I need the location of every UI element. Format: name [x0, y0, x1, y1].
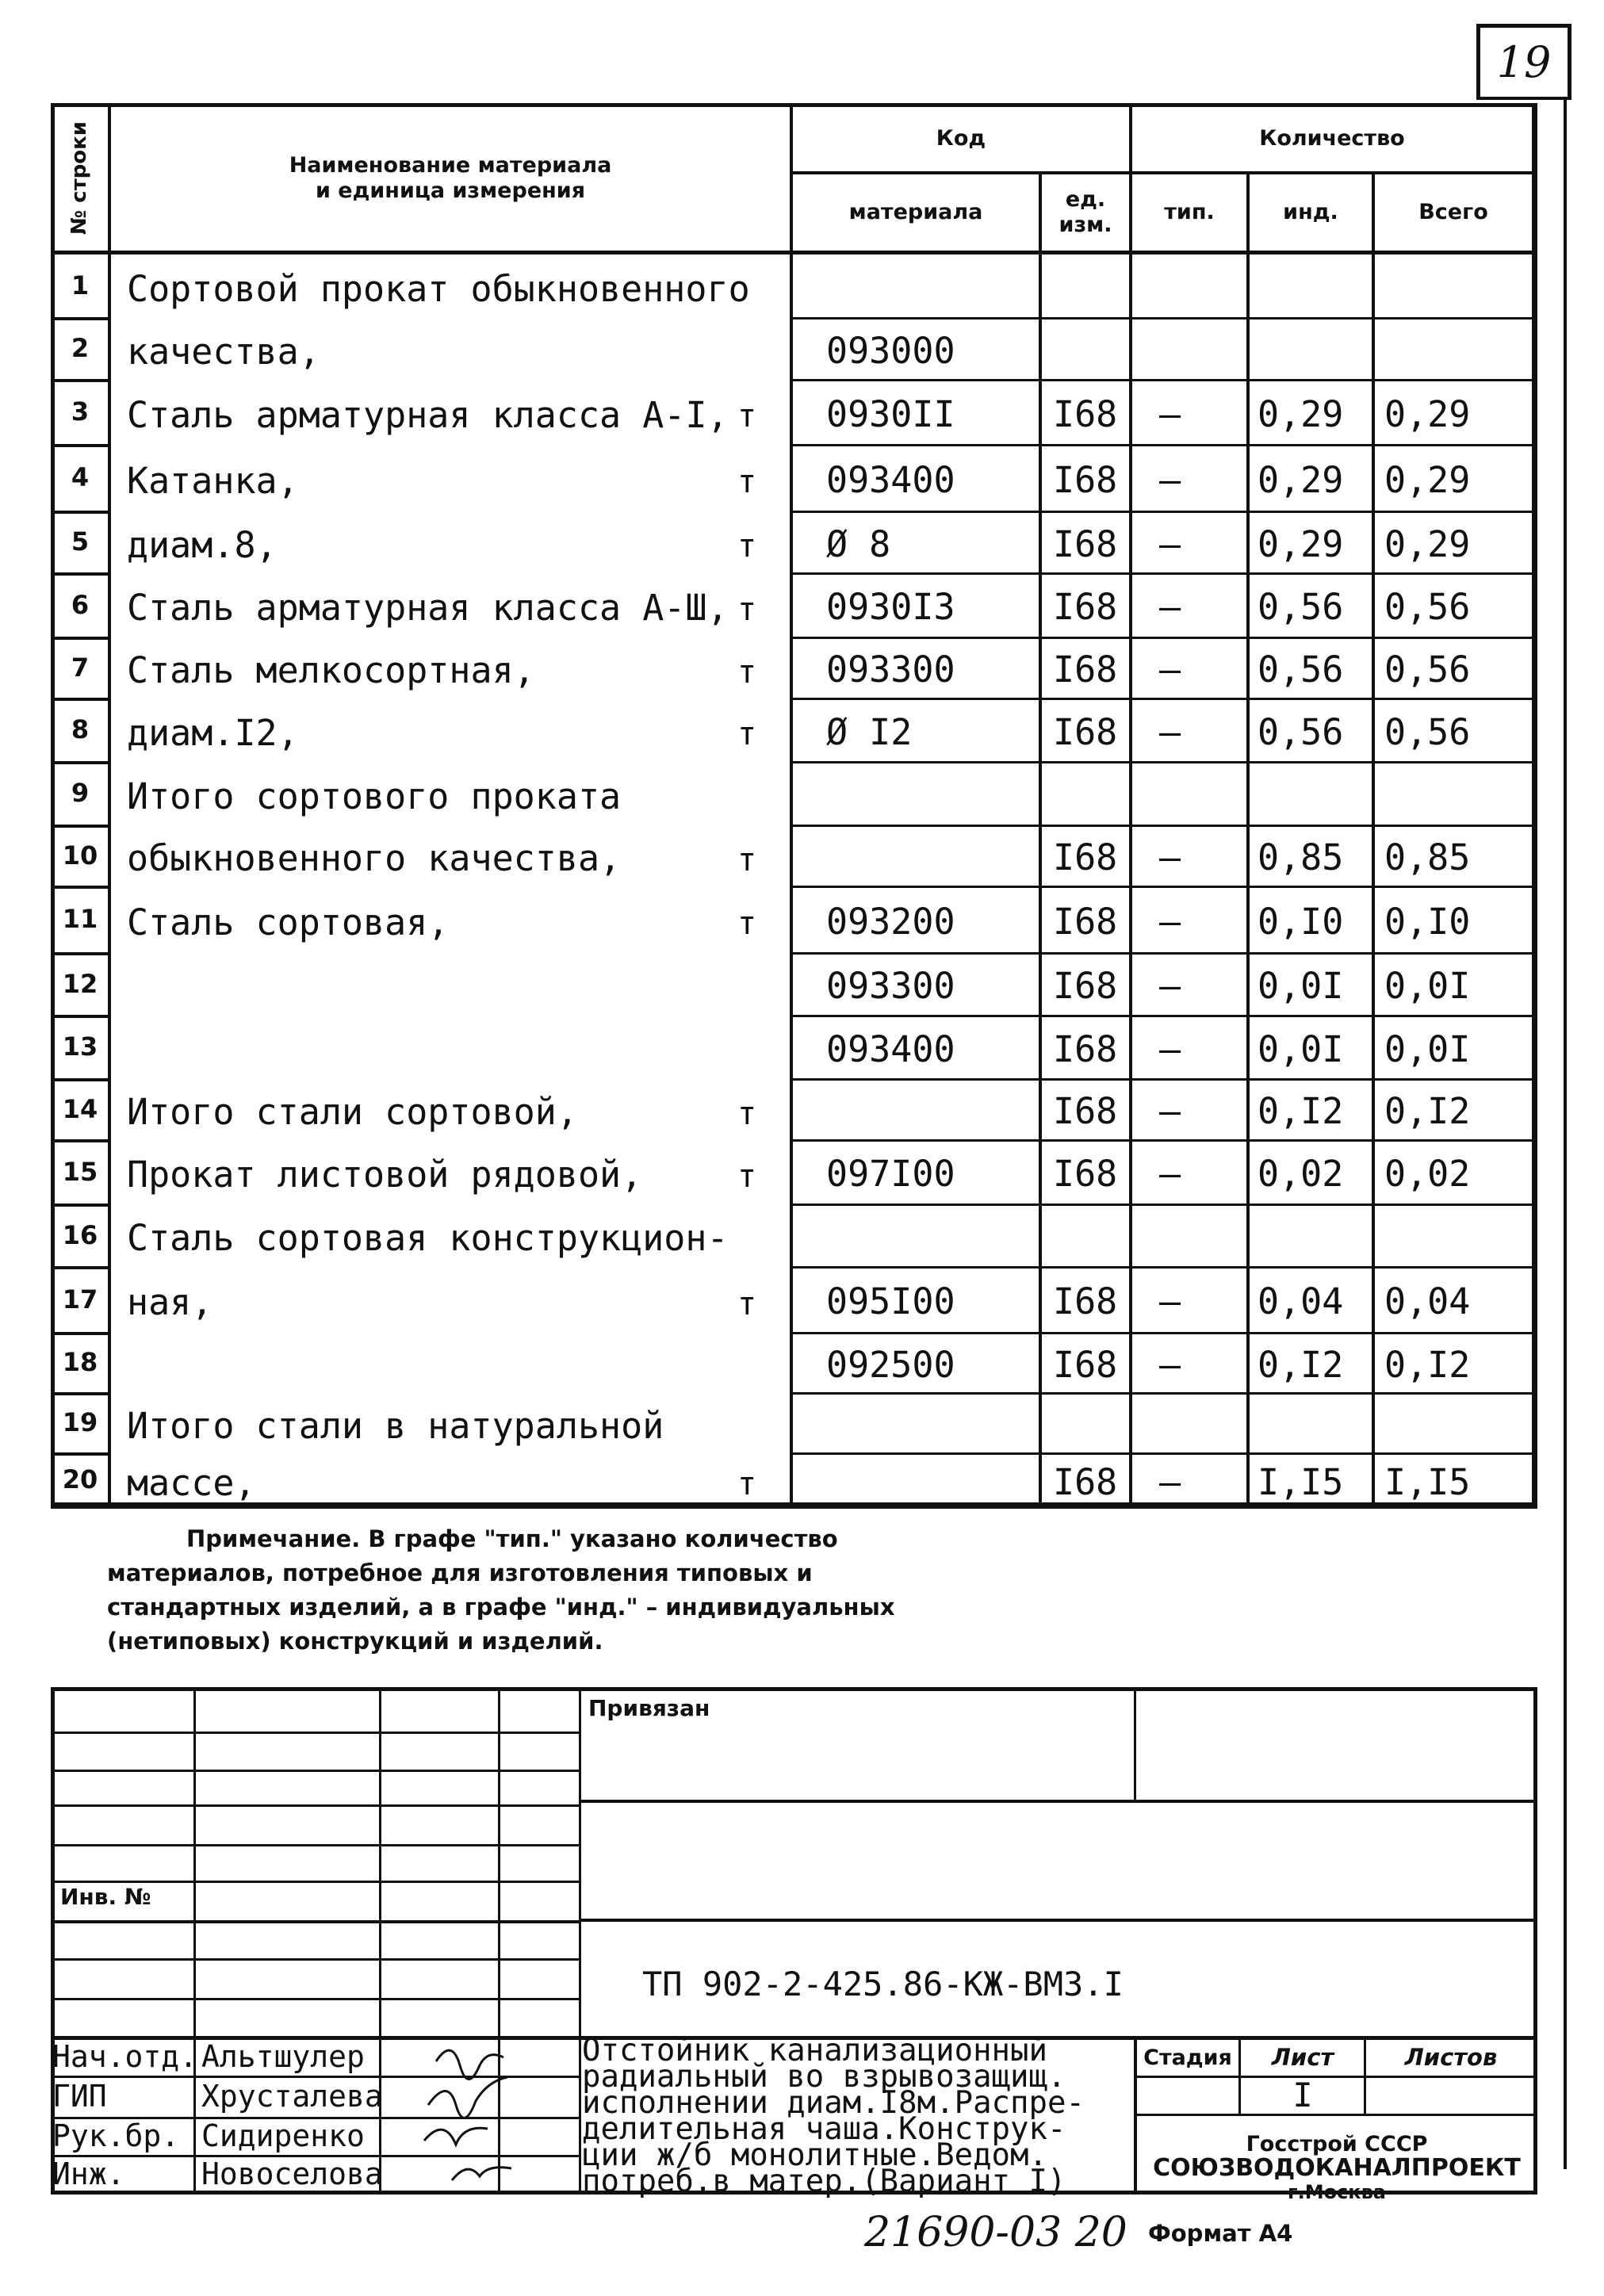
unit-of-measure: т	[737, 653, 757, 691]
sign-role: ГИП	[52, 2079, 107, 2114]
drawing-title	[582, 2033, 1132, 2199]
title-line: потреб.в матер.(Вариант I)	[582, 2164, 1066, 2199]
inv-no-label: Инв. №	[60, 1884, 151, 1910]
cell-typ: –	[1159, 1460, 1181, 1503]
row-number: 7	[71, 652, 90, 683]
unit-of-measure: т	[737, 1466, 757, 1502]
row-number: 12	[62, 968, 98, 999]
row-number: 9	[71, 778, 90, 808]
list-label: Лист	[1271, 2044, 1334, 2071]
material-name: Итого стали сортовой,	[127, 1091, 578, 1133]
unit-of-measure: т	[737, 464, 757, 500]
cell-ind: 0,29	[1258, 392, 1344, 435]
unit-of-measure: т	[737, 905, 757, 942]
unit-of-measure: т	[737, 1158, 757, 1195]
material-name: Сталь арматурная класса А-Ш,	[127, 587, 729, 629]
row-number: 3	[71, 396, 90, 427]
material-name: Сортовой прокат обыкновенного	[127, 267, 750, 310]
listov-label: Листов	[1404, 2044, 1498, 2071]
cell-ed: I68	[1053, 1280, 1118, 1322]
privyazan-label: Привязан	[588, 1695, 710, 1721]
material-name: качества,	[127, 330, 320, 373]
org-block	[1137, 2133, 1537, 2204]
cell-total: 0,29	[1384, 522, 1471, 565]
row-number: 18	[62, 1347, 98, 1377]
row-number: 20	[62, 1464, 98, 1494]
cell-ed: I68	[1053, 1460, 1118, 1503]
cell-code: Ø I2	[826, 710, 913, 753]
cell-ind: I,I5	[1258, 1460, 1344, 1503]
cell-code: 0930II	[826, 392, 955, 435]
cell-typ: –	[1159, 1343, 1181, 1386]
row-number: 5	[71, 526, 90, 557]
note	[107, 1522, 1019, 1665]
sign-role: Инж.	[52, 2156, 125, 2191]
row-number: 14	[62, 1093, 98, 1124]
cell-total: 0,29	[1384, 458, 1471, 501]
cell-code: 0930I3	[826, 586, 955, 628]
header-qty-typ: тип.	[1164, 199, 1215, 224]
note-line: (нетиповых) конструкций и изделий.	[107, 1628, 603, 1655]
unit-of-measure: т	[737, 841, 757, 878]
org-line: Госстрой СССР	[1246, 2132, 1428, 2156]
row-number: 10	[62, 840, 98, 871]
row-number: 6	[71, 589, 90, 620]
row-number: 11	[62, 904, 98, 934]
unit-of-measure: т	[737, 398, 757, 434]
org-line: г.Москва	[1288, 2181, 1386, 2203]
material-name: диам.I2,	[127, 711, 299, 754]
unit-of-measure: т	[737, 591, 757, 628]
unit-of-measure: т	[737, 716, 757, 752]
cell-typ: –	[1159, 649, 1181, 691]
cell-ed: I68	[1053, 458, 1118, 501]
unit-of-measure: т	[737, 528, 757, 564]
sign-name: Альтшулер	[201, 2039, 365, 2074]
cell-code: 093400	[826, 458, 955, 501]
header-row-no: № строки	[67, 121, 92, 235]
cell-ed: I68	[1053, 965, 1118, 1007]
cell-ind: 0,56	[1258, 649, 1344, 691]
cell-typ: –	[1159, 836, 1181, 878]
cell-ed: I68	[1053, 1027, 1118, 1070]
title-line: радиальный во взрывозащищ.	[582, 2059, 1066, 2095]
material-name: Катанка,	[127, 459, 299, 502]
header-qty-total: Всего	[1418, 199, 1488, 224]
material-name: Прокат листовой рядовой,	[127, 1154, 643, 1196]
cell-code: 093200	[826, 900, 955, 943]
title-line: делительная чаша.Конструк-	[582, 2111, 1066, 2147]
cell-total: 0,0I	[1384, 965, 1471, 1007]
cell-total: 0,85	[1384, 836, 1471, 878]
cell-typ: –	[1159, 586, 1181, 628]
material-name: ная,	[127, 1281, 213, 1323]
cell-typ: –	[1159, 458, 1181, 501]
header-qty-ind: инд.	[1283, 199, 1338, 224]
cell-ind: 0,0I	[1258, 965, 1344, 1007]
material-name: Сталь сортовая,	[127, 901, 450, 943]
row-number: 19	[62, 1407, 98, 1437]
cell-ed: I68	[1053, 1343, 1118, 1386]
cell-ed: I68	[1053, 900, 1118, 943]
row-number: 15	[62, 1156, 98, 1187]
cell-total: 0,56	[1384, 710, 1471, 753]
row-number: 4	[71, 462, 90, 492]
stadia-label: Стадия	[1143, 2045, 1232, 2070]
org-line: СОЮЗВОДОКАНАЛПРОЕКТ	[1153, 2154, 1521, 2182]
page-number: 19	[1476, 24, 1571, 100]
cell-ind: 0,0I	[1258, 1027, 1344, 1070]
cell-typ: –	[1159, 1153, 1181, 1195]
cell-total: 0,I2	[1384, 1343, 1471, 1386]
note-line: стандартных изделий, а в графе "инд." – индивидуальных	[107, 1594, 895, 1621]
cell-typ: –	[1159, 900, 1181, 943]
cell-total: 0,04	[1384, 1280, 1471, 1322]
cell-typ: –	[1159, 1280, 1181, 1322]
material-name: Сталь мелкосортная,	[127, 649, 535, 691]
sign-role: Рук.бр.	[52, 2118, 180, 2153]
cell-ind: 0,56	[1258, 710, 1344, 753]
header-name: Наименование материала и единица измерения	[289, 152, 612, 203]
material-name: Сталь арматурная класса А-I,	[127, 393, 729, 436]
right-margin-line	[1564, 100, 1567, 2169]
cell-total: 0,56	[1384, 586, 1471, 628]
cell-code: 093000	[826, 329, 955, 372]
header-code-group: Код	[936, 125, 986, 151]
cell-total: 0,29	[1384, 392, 1471, 435]
cell-typ: –	[1159, 1090, 1181, 1132]
sign-name: Хрусталева	[201, 2079, 383, 2114]
cell-ed: I68	[1053, 710, 1118, 753]
signature-scribbles	[381, 2030, 571, 2196]
cell-code: 095I00	[826, 1280, 955, 1322]
cell-code: 093300	[826, 965, 955, 1007]
cell-total: 0,I0	[1384, 900, 1471, 943]
row-number: 2	[71, 333, 90, 363]
cell-total: 0,I2	[1384, 1090, 1471, 1132]
material-name: массе,	[127, 1461, 256, 1504]
material-name: Итого стали в натуральной	[127, 1404, 664, 1447]
cell-ed: I68	[1053, 522, 1118, 565]
header-code-material: материала	[848, 199, 983, 224]
cell-typ: –	[1159, 710, 1181, 753]
format-label: Формат А4	[1148, 2220, 1293, 2247]
cell-total: 0,0I	[1384, 1027, 1471, 1070]
material-name: Сталь сортовая конструкцион-	[127, 1217, 729, 1259]
cell-typ: –	[1159, 1027, 1181, 1070]
doc-code: ТП 902-2-425.86-КЖ-ВМЗ.I	[642, 1965, 1124, 2003]
cell-typ: –	[1159, 522, 1181, 565]
title-line: ции ж/б монолитные.Ведом.	[582, 2137, 1047, 2173]
cell-ed: I68	[1053, 836, 1118, 878]
cell-total: 0,02	[1384, 1153, 1471, 1195]
material-name: обыкновенного качества,	[127, 837, 622, 879]
sign-name: Сидиренко	[201, 2118, 365, 2153]
title-line: Отстойник канализационный	[582, 2033, 1047, 2068]
list-value: I	[1292, 2076, 1313, 2114]
cell-typ: –	[1159, 392, 1181, 435]
title-line: исполнении диам.I8м.Распре-	[582, 2085, 1085, 2121]
row-number: 13	[62, 1031, 98, 1062]
cell-ed: I68	[1053, 392, 1118, 435]
archive-number: 21690-03 20	[864, 2209, 1127, 2256]
cell-ind: 0,I0	[1258, 900, 1344, 943]
cell-total: 0,56	[1384, 649, 1471, 691]
cell-ind: 0,56	[1258, 586, 1344, 628]
sign-name: Новоселова	[201, 2156, 383, 2191]
cell-ind: 0,I2	[1258, 1090, 1344, 1132]
cell-code: 092500	[826, 1343, 955, 1386]
cell-total: I,I5	[1384, 1460, 1471, 1503]
cell-ind: 0,29	[1258, 522, 1344, 565]
unit-of-measure: т	[737, 1095, 757, 1132]
cell-ind: 0,I2	[1258, 1343, 1344, 1386]
cell-typ: –	[1159, 965, 1181, 1007]
material-name: диам.8,	[127, 523, 278, 566]
cell-ind: 0,02	[1258, 1153, 1344, 1195]
cell-code: 097I00	[826, 1153, 955, 1195]
unit-of-measure: т	[737, 1285, 757, 1322]
cell-ed: I68	[1053, 586, 1118, 628]
cell-code: 093400	[826, 1027, 955, 1070]
cell-code: Ø 8	[826, 522, 891, 565]
note-line: Примечание. В графе "тип." указано количество	[186, 1525, 838, 1552]
cell-ed: I68	[1053, 1153, 1118, 1195]
cell-ed: I68	[1053, 649, 1118, 691]
cell-ed: I68	[1053, 1090, 1118, 1132]
header-qty-group: Количество	[1259, 125, 1405, 151]
cell-code: 093300	[826, 649, 955, 691]
material-name: Итого сортового проката	[127, 775, 622, 817]
cell-ind: 0,29	[1258, 458, 1344, 501]
note-line: материалов, потребное для изготовления типовых и	[107, 1559, 813, 1586]
sign-role: Нач.отд.	[52, 2039, 198, 2074]
row-number: 1	[71, 270, 90, 300]
cell-ind: 0,85	[1258, 836, 1344, 878]
header-code-unit: ед. изм.	[1058, 186, 1112, 237]
row-number: 8	[71, 714, 90, 744]
cell-ind: 0,04	[1258, 1280, 1344, 1322]
row-number: 17	[62, 1284, 98, 1314]
row-number: 16	[62, 1219, 98, 1250]
